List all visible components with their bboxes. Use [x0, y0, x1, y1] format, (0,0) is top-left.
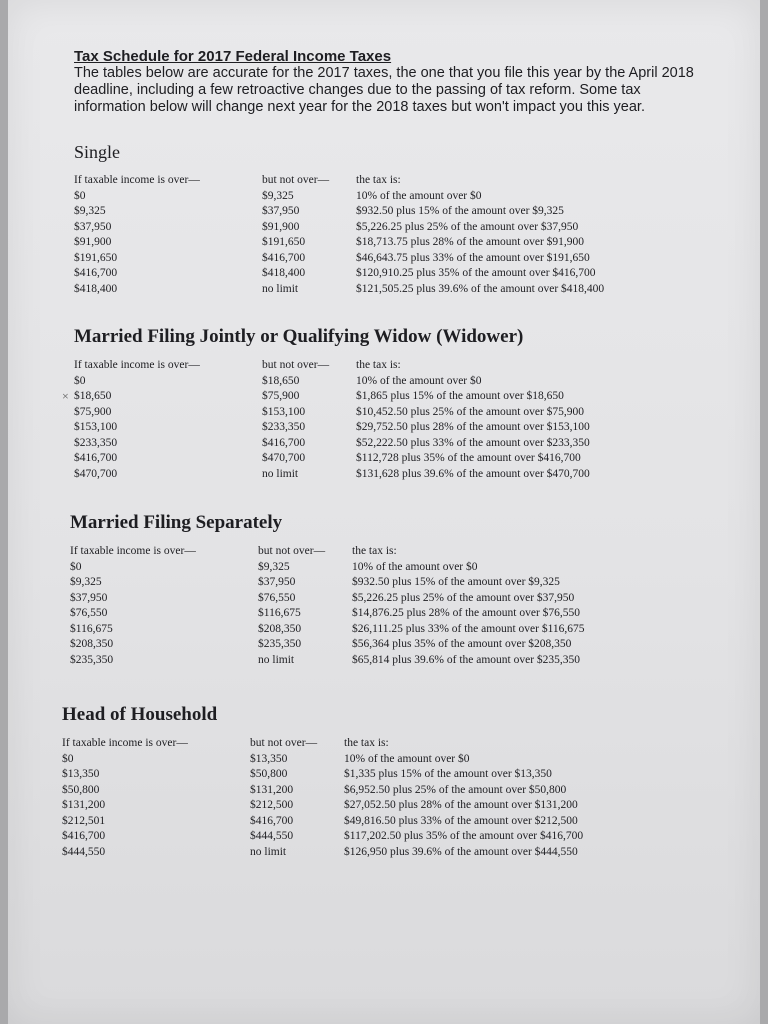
tax-formula-cell: $29,752.50 plus 28% of the amount over $153,100 — [356, 421, 590, 433]
income-not-over-cell: no limit — [262, 467, 299, 480]
tax-formula-cell: $14,876.25 plus 28% of the amount over $76,550 — [352, 607, 581, 619]
handwritten-x-mark: × — [62, 389, 69, 403]
tax-formula-cell: $932.50 plus 15% of the amount over $9,325 — [356, 205, 564, 217]
tax-formula-cell: $932.50 plus 15% of the amount over $9,325 — [352, 576, 560, 588]
table-row — [74, 266, 604, 282]
table-row — [74, 220, 604, 236]
tax-formula-cell: $131,628 plus 39.6% of the amount over $470,700 — [356, 467, 590, 480]
table-row — [70, 575, 585, 591]
header-over: If taxable income is over— — [62, 737, 188, 749]
tax-formula-cell: $65,814 plus 39.6% of the amount over $235,350 — [352, 653, 581, 666]
income-over-cell: $131,200 — [62, 799, 106, 811]
tax-formula-cell: $18,713.75 plus 28% of the amount over $91,900 — [356, 236, 585, 248]
section-married-jointly — [62, 326, 734, 482]
header-tax: the tax is: — [352, 545, 397, 557]
section-title: Single — [74, 142, 121, 162]
income-not-over-cell: $191,650 — [262, 236, 306, 248]
income-over-cell: $0 — [74, 189, 86, 202]
income-over-cell: $75,900 — [74, 405, 112, 418]
header-over: If taxable income is over— — [70, 545, 196, 557]
table-row — [74, 467, 590, 483]
income-not-over-cell: $208,350 — [258, 622, 302, 635]
table-row — [62, 783, 583, 799]
tax-formula-cell: $26,111.25 plus 33% of the amount over $116,675 — [352, 622, 585, 635]
header-over: If taxable income is over— — [74, 174, 200, 186]
income-over-cell: $416,700 — [74, 267, 118, 279]
income-over-cell: $9,325 — [74, 205, 106, 217]
income-not-over-cell: $233,350 — [262, 421, 306, 433]
table-row — [70, 591, 585, 607]
table-row — [62, 767, 583, 783]
tax-formula-cell: $126,950 plus 39.6% of the amount over $444,550 — [344, 845, 578, 858]
table-row — [74, 451, 590, 467]
header-over: If taxable income is over— — [74, 359, 200, 371]
table-row — [74, 420, 590, 436]
column-header-row — [74, 358, 590, 374]
table-row — [70, 622, 585, 638]
income-not-over-cell: $116,675 — [258, 607, 301, 619]
header-not-over: but not over— — [258, 545, 326, 557]
table-row — [74, 436, 590, 452]
tax-formula-cell: $27,052.50 plus 28% of the amount over $131,200 — [344, 799, 578, 811]
intro-paragraph: The tables below are accurate for the 2017 taxes, the one that you file this year by the April 2018 deadline, including a few retroactive changes due to the passing of tax reform. Some tax information below will change next year for the 2018 taxes but won't impact you this year. — [74, 65, 694, 115]
tax-formula-cell: 10% of the amount over $0 — [356, 374, 482, 387]
tax-table-married-separately — [70, 544, 585, 668]
income-not-over-cell: $9,325 — [262, 189, 294, 202]
tax-formula-cell: $52,222.50 plus 33% of the amount over $233,350 — [356, 436, 590, 449]
income-not-over-cell: $416,700 — [262, 436, 306, 449]
income-over-cell: $0 — [62, 752, 74, 765]
table-row — [74, 282, 604, 298]
table-row — [74, 235, 604, 251]
document-header — [74, 48, 714, 116]
income-over-cell: $235,350 — [70, 653, 114, 666]
tax-formula-cell: $121,505.25 plus 39.6% of the amount over $418,400 — [356, 282, 605, 295]
table-row — [62, 752, 583, 768]
income-not-over-cell: $235,350 — [258, 638, 302, 650]
income-not-over-cell: $418,400 — [262, 267, 306, 279]
section-single — [74, 142, 734, 297]
income-not-over-cell: $37,950 — [262, 205, 300, 217]
table-row — [74, 389, 590, 405]
section-title: Head of Household — [62, 704, 218, 725]
income-over-cell: $212,501 — [62, 814, 106, 827]
table-row — [74, 204, 604, 220]
column-header-row — [62, 736, 583, 752]
income-not-over-cell: $91,900 — [262, 220, 300, 233]
tax-formula-cell: $56,364 plus 35% of the amount over $208,350 — [352, 638, 572, 650]
table-row — [70, 653, 585, 669]
tax-formula-cell: 10% of the amount over $0 — [344, 752, 470, 765]
table-row — [74, 251, 604, 267]
income-not-over-cell: $9,325 — [258, 560, 290, 573]
tax-formula-cell: 10% of the amount over $0 — [356, 189, 482, 202]
tax-formula-cell: $1,865 plus 15% of the amount over $18,650 — [356, 390, 564, 402]
tax-formula-cell: $49,816.50 plus 33% of the amount over $212,500 — [344, 814, 578, 827]
income-over-cell: $191,650 — [74, 251, 118, 264]
income-not-over-cell: $416,700 — [262, 251, 306, 264]
tax-formula-cell: $112,728 plus 35% of the amount over $416,700 — [356, 452, 581, 464]
income-over-cell: $50,800 — [62, 783, 100, 796]
table-row — [74, 405, 590, 421]
tax-table-head-of-household — [62, 736, 583, 860]
income-not-over-cell: $153,100 — [262, 405, 306, 418]
table-row — [74, 189, 604, 205]
table-row — [70, 606, 585, 622]
income-not-over-cell: $76,550 — [258, 591, 296, 604]
header-tax: the tax is: — [344, 737, 389, 749]
income-not-over-cell: $13,350 — [250, 752, 288, 765]
income-over-cell: $37,950 — [70, 591, 108, 604]
header-not-over: but not over— — [262, 359, 330, 371]
income-over-cell: $37,950 — [74, 220, 112, 233]
income-not-over-cell: no limit — [250, 845, 287, 858]
income-over-cell: $0 — [70, 560, 82, 573]
column-header-row — [70, 544, 585, 560]
income-over-cell — [62, 389, 262, 405]
income-not-over-cell: no limit — [258, 653, 295, 666]
tax-table-married-jointly — [62, 358, 590, 482]
income-over-cell: $116,675 — [70, 622, 113, 635]
income-over-cell: $418,400 — [74, 282, 118, 295]
table-row — [74, 374, 590, 390]
header-not-over: but not over— — [250, 737, 318, 749]
income-not-over-cell: $75,900 — [262, 390, 300, 402]
income-over-cell: $153,100 — [74, 421, 118, 433]
tax-formula-cell: 10% of the amount over $0 — [352, 560, 478, 573]
income-over-cell: $470,700 — [74, 467, 118, 480]
income-not-over-cell: $416,700 — [250, 814, 294, 827]
income-over-cell: $91,900 — [74, 236, 112, 248]
income-not-over-cell: $18,650 — [262, 374, 300, 387]
tax-formula-cell: $5,226.25 plus 25% of the amount over $37,950 — [352, 591, 575, 604]
tax-formula-cell: $5,226.25 plus 25% of the amount over $37,950 — [356, 220, 579, 233]
column-header-row — [74, 173, 604, 189]
income-value: $18,650 — [74, 390, 112, 402]
tax-formula-cell: $46,643.75 plus 33% of the amount over $191,650 — [356, 251, 590, 264]
income-not-over-cell: $37,950 — [258, 576, 296, 588]
section-head-of-household — [62, 704, 722, 860]
income-not-over-cell: $212,500 — [250, 799, 294, 811]
income-over-cell: $233,350 — [74, 436, 118, 449]
tax-table-single — [74, 173, 604, 297]
income-over-cell: $76,550 — [70, 607, 108, 619]
income-over-cell: $416,700 — [74, 452, 118, 464]
tax-formula-cell: $10,452.50 plus 25% of the amount over $75,900 — [356, 405, 585, 418]
tax-formula-cell: $1,335 plus 15% of the amount over $13,350 — [344, 768, 552, 780]
income-not-over-cell: $444,550 — [250, 830, 294, 842]
table-row — [70, 637, 585, 653]
income-not-over-cell: no limit — [262, 282, 299, 295]
income-not-over-cell: $50,800 — [250, 768, 288, 780]
income-not-over-cell: $131,200 — [250, 783, 294, 796]
header-not-over: but not over— — [262, 174, 330, 186]
tax-formula-cell: $117,202.50 plus 35% of the amount over $416,700 — [344, 830, 584, 842]
table-row — [62, 845, 583, 861]
table-row — [70, 560, 585, 576]
section-title: Married Filing Separately — [70, 512, 283, 533]
income-over-cell: $9,325 — [70, 576, 102, 588]
page-title: Tax Schedule for 2017 Federal Income Taxes — [74, 48, 392, 65]
section-married-separately — [70, 512, 730, 668]
document-page — [8, 0, 760, 1024]
income-over-cell: $0 — [74, 374, 86, 387]
income-over-cell: $444,550 — [62, 845, 106, 858]
section-title: Married Filing Jointly or Qualifying Widow (Widower) — [74, 326, 524, 347]
header-tax: the tax is: — [356, 359, 401, 371]
tax-formula-cell: $6,952.50 plus 25% of the amount over $50,800 — [344, 783, 567, 796]
table-row — [62, 829, 583, 845]
table-row — [62, 814, 583, 830]
income-over-cell: $416,700 — [62, 830, 106, 842]
table-row — [62, 798, 583, 814]
income-over-cell: $208,350 — [70, 638, 114, 650]
income-over-cell: $13,350 — [62, 768, 100, 780]
income-not-over-cell: $470,700 — [262, 452, 306, 464]
tax-formula-cell: $120,910.25 plus 35% of the amount over $416,700 — [356, 267, 596, 279]
header-tax: the tax is: — [356, 174, 401, 186]
